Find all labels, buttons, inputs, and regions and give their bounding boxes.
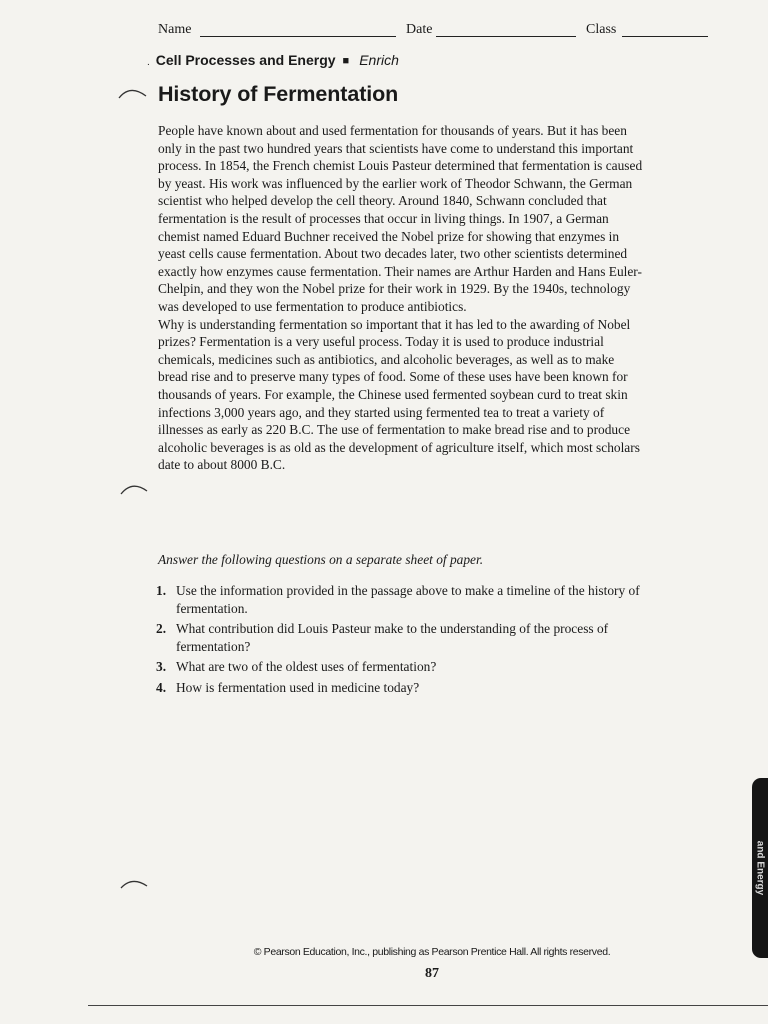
question-number: 1. [156,583,167,598]
question-item [156,620,646,655]
dot-mark: . [147,57,150,68]
bullet-icon: ■ [342,55,350,67]
bottom-divider [88,1005,768,1006]
unit-title: Cell Processes and Energy [155,52,336,68]
copyright-footer: © Pearson Education, Inc., publishing as Pearson Prentice Hall. All rights reserved. [253,946,611,958]
question-number: 4. [156,679,167,695]
unit-subheader [147,52,399,68]
passage-paragraph-1: People have known about and used fermentation for thousands of years. But it has been only in the past two hundred years that scientists have come to understand this important process. In 1854, the French chemist Louis Pasteur determined that fermentation is caused by yeast. His work was influenced by the earlier work of Theodor Schwann, the German scientist who helped develop the cell theory. Around 1840, Schwann concluded that fermentation is the result of processes that occur in living things. In 1907, a German chemist named Eduard Buchner received the Nobel prize for showing that enzymes in yeast cells cause fermentation. About two decades later, two other scientists determined exactly how enzymes cause fermentation. Their names are Arthur Harden and Hans Euler-Chelpin, and they won the Nobel prize for their work in 1929. By the 1940s, technology was developed to use fermentation to produce antibiotics. [158,123,643,314]
page-number: 87 [425,966,439,981]
passage-paragraph-2: Why is understanding fermentation so important that it has led to the awarding of Nobel prizes? Fermentation is a very useful process. Today it is used to produce industrial chemicals, medicines such as antibiotics, and alcoholic beverages, as well as to make bread rise and to preserve many types of food. Some of these uses have been known for thousands of years. For example, the Chinese used fermented soybean curd to treat skin infections 3,000 years ago, and they started using fermented tea to treat a variety of illnesses as early as 220 B.C. The use of fermentation to make bread rise and to produce alcoholic beverages is as old as the development of agriculture itself, which most scholars date to about 8000 B.C. [158,316,640,473]
class-field[interactable] [622,36,708,37]
name-field[interactable] [200,36,396,37]
instructions: Answer the following questions on a separate sheet of paper. [158,552,484,567]
page-title: History of Fermentation [158,82,399,106]
question-list [156,582,646,700]
question-item [156,679,646,697]
student-info-header [158,22,708,42]
question-text: What are two of the oldest uses of fermentation? [176,659,437,675]
side-tab-label: and Energy [754,840,766,896]
margin-arc-mark [118,874,150,894]
question-text: What contribution did Louis Pasteur make to the understanding of the process of fermentation? [176,621,609,654]
date-field[interactable] [436,36,576,37]
question-item [156,658,646,676]
date-label: Date [406,22,433,37]
question-text: Use the information provided in the passage above to make a timeline of the history of fermentation. [176,583,640,616]
question-item [156,582,646,617]
class-label: Class [586,22,617,37]
question-number: 3. [156,659,167,675]
section-tag: Enrich [359,52,399,68]
margin-arc-mark [118,478,150,500]
name-label: Name [158,22,192,37]
question-text: How is fermentation used in medicine today? [176,679,420,695]
reading-passage [158,122,644,474]
margin-arc-mark [116,82,150,104]
question-number: 2. [156,621,167,637]
